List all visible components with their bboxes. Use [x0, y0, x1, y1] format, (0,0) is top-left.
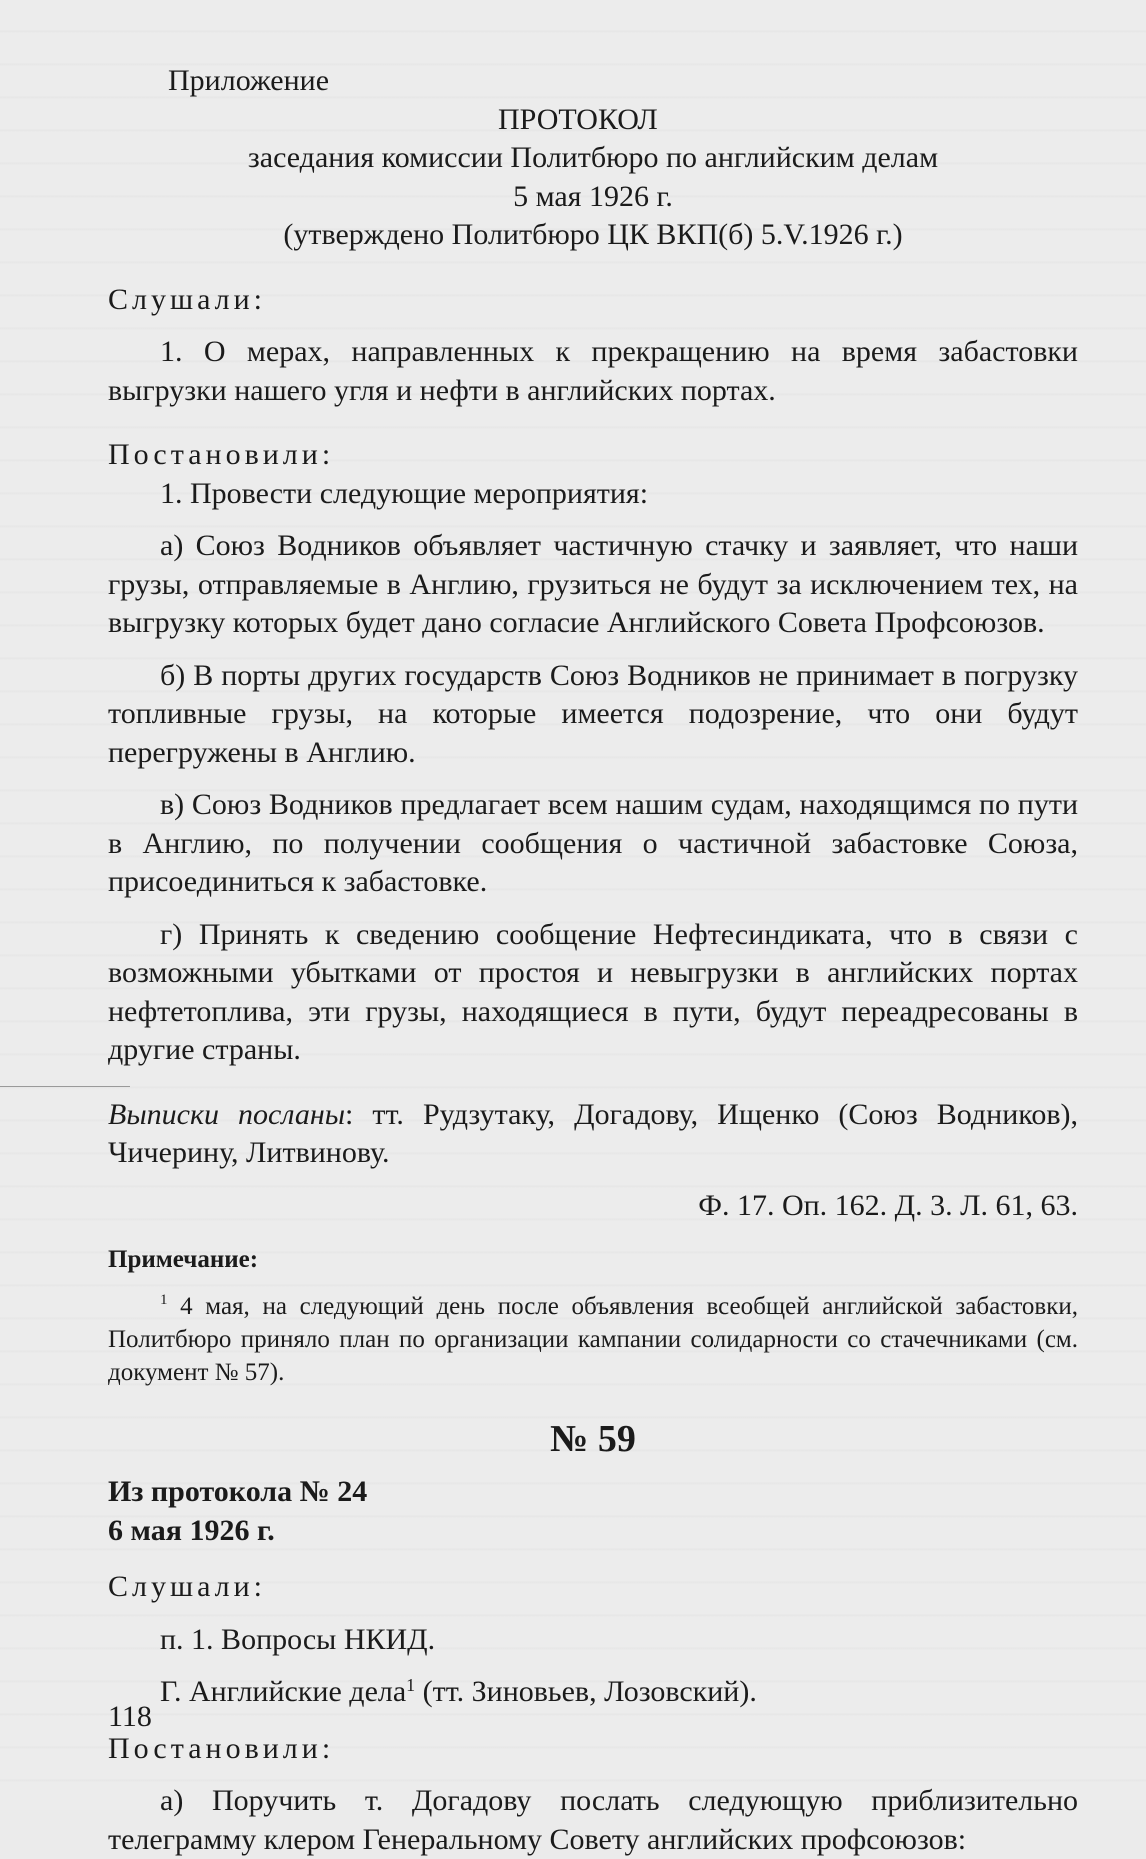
text-column: [108, 62, 1078, 1859]
measure-c: в) Союз Водников предлагает всем нашим судам, находящимся по пути в Англию, по получении сообщения о частичной забастовке Союза, присоединиться к забастовке.: [108, 788, 1078, 898]
doc59-subitem-persons: (тт. Зиновьев, Лозовский).: [415, 1675, 757, 1708]
extracts-label: Выписки посланы: [108, 1097, 346, 1131]
doc59-resolution-a: а) Поручить т. Догадову послать следующую приблизительно телеграмму клером Генеральному Совету английских профсоюзов:: [108, 1784, 1078, 1856]
doc59-subitem: [108, 1673, 1078, 1712]
doc59-item: п. 1. Вопросы НКИД.: [160, 1622, 436, 1656]
footnote-marker: 1: [160, 1292, 168, 1308]
note-text: [108, 1290, 1078, 1389]
heard-label: Слушали:: [108, 282, 267, 316]
resolved-intro: 1. Провести следующие мероприятия:: [160, 476, 649, 510]
doc59-subitem-title: Г. Английские дела: [160, 1675, 407, 1708]
extracts-line: [108, 1096, 1078, 1173]
measure-d: г) Принять к сведению сообщение Нефтесиндиката, что в связи с возможными убытками от простоя и невыгрузки в английских портах нефтетоплива, эти грузы, находящиеся в пути, будут переадресованы в другие страны.: [108, 917, 1078, 1066]
page-number: 118: [108, 1700, 152, 1733]
protocol-date: 5 мая 1926 г.: [513, 179, 673, 213]
heard-item: 1. О мерах, направленных к прекращению на время забастовки выгрузки нашего угля и нефти в английских портах.: [108, 335, 1078, 407]
appendix-label: Приложение: [168, 64, 330, 97]
doc59-heard-label: Слушали:: [108, 1570, 267, 1603]
measure-b: б) В порты других государств Союз Водников не принимает в погрузку топливные грузы, на которые имеется подозрение, что они будут перегружены в Англию.: [108, 658, 1078, 769]
doc59-date: 6 мая 1926 г.: [108, 1513, 275, 1547]
doc59-footnote-marker: 1: [406, 1675, 416, 1695]
protocol-title: ПРОТОКОЛ: [498, 102, 658, 136]
resolved-label: Постановили:: [108, 438, 335, 471]
note-body: 4 мая, на следующий день после объявления всеобщей английской забастовки, Политбюро приняло план по организации кампании солидарности со стачечниками (см. документ № 57).: [108, 1293, 1078, 1386]
note-label: Примечание:: [108, 1246, 259, 1273]
extracts-recipients: : тт. Рудзутаку, Догадову, Ищенко (Союз Водников), Чичерину, Литвинову.: [108, 1097, 1078, 1169]
document-number: № 59: [550, 1418, 636, 1460]
measure-a: а) Союз Водников объявляет частичную стачку и заявляет, что наши грузы, отправляемые в Англию, грузиться не будут за исключением тех, на выгрузку которых будет дано согласие Английского Совета Профсоюзов.: [108, 529, 1078, 639]
protocol-approval: (утверждено Политбюро ЦК ВКП(б) 5.V.1926 г.): [283, 218, 903, 251]
archive-reference: Ф. 17. Оп. 162. Д. 3. Л. 61, 63.: [698, 1188, 1078, 1222]
protocol-subtitle: заседания комиссии Политбюро по английским делам: [247, 141, 939, 174]
doc59-resolved-label: Постановили:: [108, 1731, 335, 1765]
protocol-source: Из протокола № 24: [108, 1475, 368, 1508]
